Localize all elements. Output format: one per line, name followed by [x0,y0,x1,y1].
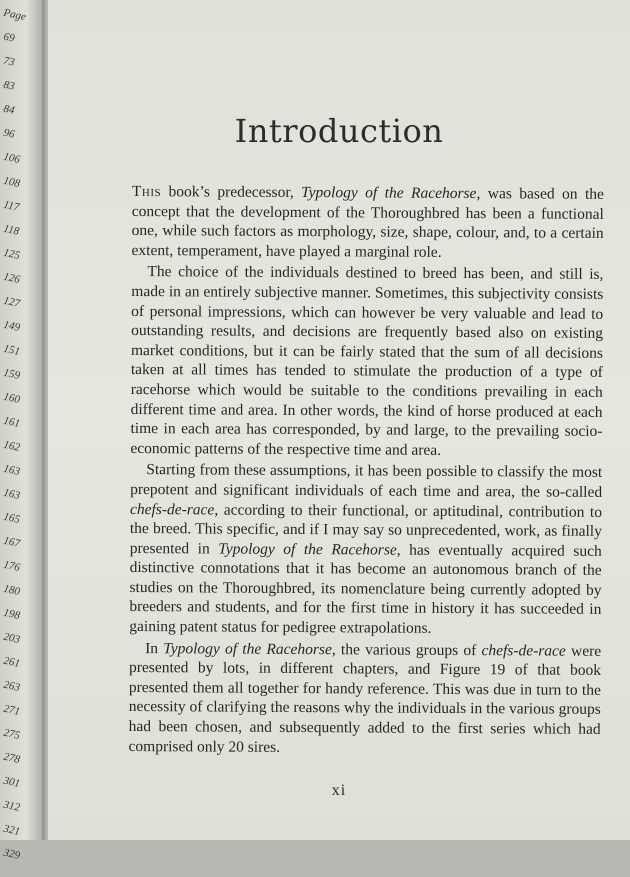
text-run: , the various groups of [331,640,482,659]
facing-page-number: 198 [2,606,22,622]
facing-page-number: 125 [2,246,22,262]
body-paragraph [129,460,602,639]
facing-page-number: 278 [2,750,22,766]
text-run: book’s predecessor, [161,183,302,202]
italic-text: chefs-de-race [481,641,566,660]
facing-page-number: 261 [2,654,22,670]
facing-page-number: 275 [2,726,22,742]
facing-page-number: 165 [2,510,22,526]
body-paragraph [128,639,601,759]
facing-page-number: 73 [2,54,16,69]
text-run: Starting from these assumptions, it has been possible to classify the most prepotent and significant individuals of each time and area, the so-called [130,461,603,501]
text-run: The choice of the individuals destined to breed has been, and still is, made in an entirely subjective manner. Sometimes, this subjectivity consists of personal impressions, which can however be very valuable and lead to outstanding results, and decisions are frequently based also on existing market conditions, but it can be fairly stated that the sum of all decisions taken at all times has tended to stimulate the production of a type of racehorse which would be suitable to the conditions prevailing in each different time and area. In other words, the kind of horse produced at each time in each area has corresponded, by and large, to the prevailing socio-economic patterns of the respective time and area. [130,263,604,459]
facing-page [0,0,44,862]
facing-page-number: 301 [2,774,22,790]
italic-text: Typology of the Racehorse [163,639,332,658]
facing-page-number: 69 [2,30,16,45]
facing-page-number: 118 [2,222,21,238]
facing-page-number: 96 [2,126,16,141]
facing-page-number: 126 [2,270,22,286]
facing-page-number: 151 [2,342,22,358]
facing-page-number: 329 [2,846,22,862]
facing-page-number: 159 [2,366,22,382]
small-caps-text: This [131,182,162,201]
facing-page-number: 203 [2,630,22,646]
facing-page-number: 106 [2,150,22,166]
facing-page-number: 263 [2,678,22,694]
facing-page-number: 321 [2,822,22,838]
italic-text: Typology of the Racehorse [301,184,477,203]
chapter-body [128,182,603,759]
facing-page-number: 180 [2,582,22,598]
facing-page-number: 176 [2,558,22,574]
book-page [48,0,630,840]
facing-page-number: 161 [2,414,22,430]
facing-page-number: 127 [2,294,22,310]
text-run: , according to their functional, or aptitudinal, contribution to the breed. This specific, and if I may say so unprecedented, work, as finally presented in [129,501,603,558]
facing-page-number: 163 [2,462,22,478]
text-run: In [145,639,164,657]
facing-page-number: 117 [2,198,21,214]
facing-page-number-column [2,6,36,874]
page-number: xi [331,782,347,799]
chapter-title: Introduction [234,112,444,150]
facing-page-number: 149 [2,318,22,334]
facing-page-number: 160 [2,390,22,406]
facing-page-number: 84 [2,102,16,117]
body-paragraph [132,182,604,263]
facing-page-number: 163 [2,486,22,502]
text-run: , has eventually acquired such distinctive connotations that it has become an autonomous branch of the studies on the Thoroughbred, its nomenclature being currently adopted by breeders and students, and for the first time in history it has succeeded in gaining patent status for pedigree extrapolations. [129,541,602,637]
text-run: were presented by lots, in different chapters, and Figure 19 of that book presented them all together for handy reference. This was due in turn to the necessity of clarifying the reasons why the individuals in the various groups had been chosen, and subsequently added to the first series which had comprised only 20 sires. [128,642,602,756]
facing-page-number: 162 [2,438,22,454]
facing-page-number: 271 [2,702,22,718]
facing-page-number: 108 [2,174,22,190]
italic-text: Typology of the Racehorse [218,540,397,559]
italic-text: chefs-de-race [129,500,215,519]
body-paragraph [130,262,603,461]
facing-page-number: 83 [2,78,16,93]
text-run: , was based on the concept that the development of the Thoroughbred has been a functional one, while such factors as morphology, size, shape, colour, and, to a certain extent, temperament, have played a marginal role. [131,185,604,261]
facing-page-number: 312 [2,798,22,814]
facing-page-number: Page [2,6,27,24]
facing-page-number: 167 [2,534,22,550]
